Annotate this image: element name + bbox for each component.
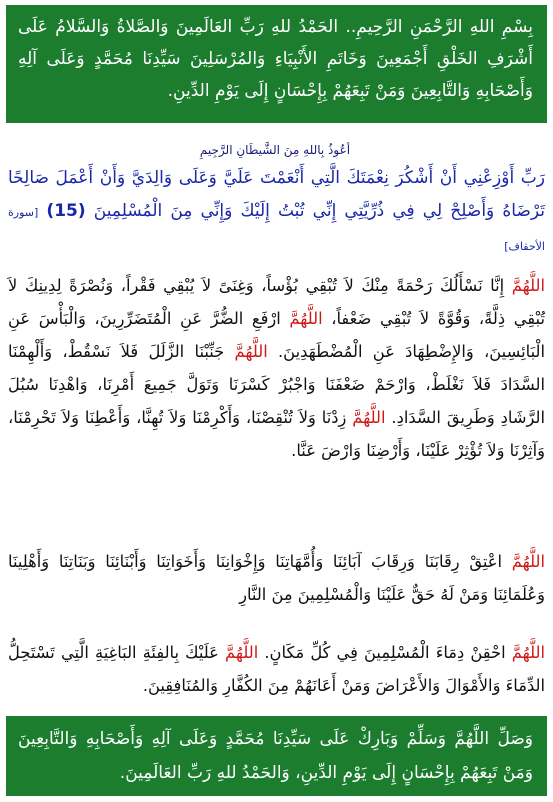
allahumma-label: اللَّهُمَّ [511,552,545,571]
verse-number: (15) [46,201,86,221]
verse-citation: [سورة الأحقاف] [8,206,545,253]
dua-paragraph-3 [8,636,545,702]
closing-salawat-text: وَصَلِّ اللَّهُمَّ وَسَلِّمْ وَبَارِكْ عَلَى سَيِّدِنَا مُحَمَّدٍ وَعَلَى آلِهِ وَأَصْحَابِهِ وَالتَّابِعِينَ وَمَنْ تَبِعَهُمْ بِإِحْسَانٍ إِلَى يَوْمِ الدِّينِ، وَالحَمْدُ للهِ رَبِّ العَالَمِينَ. [18,729,533,783]
dua-paragraph-2 [8,545,545,611]
allahumma-label: اللَّهُمَّ [511,276,545,295]
dua-text: اعْتِقْ رِقَابَنَا وَرِقَابَ آبَائِنَا وَأُمَّهَاتِنَا وَإِخْوَانِنَا وَأَخَوَاتِنَا وَأَبْنَائِنَا وَبَنَاتِنَا وَأَهْلِينَا وَعُلَمَائِنَا وَمَنْ لَهُ حَقٌّ عَلَيْنَا وَالْمُسْلِمِينَ مِنَ النَّارِ [8,552,545,604]
dua-text: احْقِنْ دِمَاءَ الْمُسْلِمِينَ فِي كُلِّ مَكَانٍ. [258,643,512,662]
verse-text: رَبِّ أَوْزِعْنِي أَنْ أَشْكُرَ نِعْمَتَكَ الَّتِي أَنْعَمْتَ عَلَيَّ وَعَلَى وَالِدَيَّ وَأَنْ أَعْمَلَ صَالِحًا تَرْضَاهُ وَأَصْلِحْ لِي فِي ذُرِّيَّتِي إِنِّي تُبْتُ إِلَيْكَ وَإِنِّي مِنَ الْمُسْلِمِينَ [8,168,546,221]
quran-verse [8,162,545,263]
allahumma-label: اللَّهُمَّ [511,643,545,662]
dua-text: جَنِّبْنَا الزَّلَلَ فَلاَ نَسْقُطْ، وَأَلْهِمْنَا السَّدَادَ فَلاَ نَغْلَطْ، وَارْحَمْ ضَعْفَنَا وَاجْبُرْ كَسْرَنَا وَتَوَلَّ جَمِيعَ أَمْرِنَا، وَاهْدِنَا سُبُلَ الرَّشَادِ وَطَرِيقَ السَّدَادِ. [8,342,545,427]
opening-praise-text: بِسْمِ اللهِ الرَّحْمَنِ الرَّحِيمِ.. الحَمْدُ للهِ رَبِّ العَالَمِينَ وَالصَّلاةُ وَالسَّلامُ عَلَى أَشْرَفِ الخَلْقِ أَجْمَعِينَ وَخَاتَمِ الأَنْبِيَاءِ وَالمُرْسَلِينَ سَيِّدِنَا مُحَمَّدٍ وَعَلَى آلِهِ وَأَصْحَابِهِ وَالتَّابِعِينَ وَمَنْ تَبِعَهُمْ بِإِحْسَانٍ إِلَى يَوْمِ الدِّينِ. [18,17,533,101]
dua-text: عَلَيْكَ بِالفِئَةِ البَاغِيَةِ الَّتِي تَسْتَحِلُّ الدِّمَاءَ وَالأَمْوَالَ وَالأَعْرَاضَ وَمَنْ أَعَانَهُمْ مِنَ الكُفَّارِ وَالمُنَافِقِينَ. [8,643,545,695]
dua-text: زِدْنَا وَلاَ تُنْقِصْنَا، وَأَكْرِمْنَا وَلاَ تُهِنَّا، وَأَعْطِنَا وَلاَ تَحْرِمْنَا، وَآثِرْنَا وَلاَ تُؤْثِرْ عَلَيْنَا، وَأَرْضِنَا وَارْضَ عَنَّا. [8,408,545,460]
allahumma-label: اللَّهُمَّ [289,309,323,328]
opening-praise-box [6,5,547,123]
allahumma-label: اللَّهُمَّ [234,342,268,361]
allahumma-label: اللَّهُمَّ [225,643,259,662]
dua-paragraph-1 [8,269,545,467]
dua-text: ارْفَعِ الضُّرَّ عَنِ الْمُتَضَرِّرِينَ، وَالْبَأْسَ عَنِ الْبَائِسِينَ، وَالإِضْطِهَادَ عَنِ الْمُضْطَهَدِينَ. [8,309,545,361]
allahumma-label: اللَّهُمَّ [352,408,386,427]
taawudh-line: أعُوذُ بِاللهِ مِنَ الشَّيطَانِ الرَّجِيمِ [199,143,351,157]
closing-salawat-box [6,716,547,796]
dua-text: إِنَّا نَسْأَلُكَ رَحْمَةً مِنْكَ لاَ تُبْقِي بُؤْساً، وَغِنَىً لاَ يُبْقِي فَقْراً، وَنُصْرَةً لِدِينِكَ لاَ تُبْقِي ذِلَّةً، وَقُوَّةً لاَ تُبْقِي ضَعْفاً، [8,276,545,328]
